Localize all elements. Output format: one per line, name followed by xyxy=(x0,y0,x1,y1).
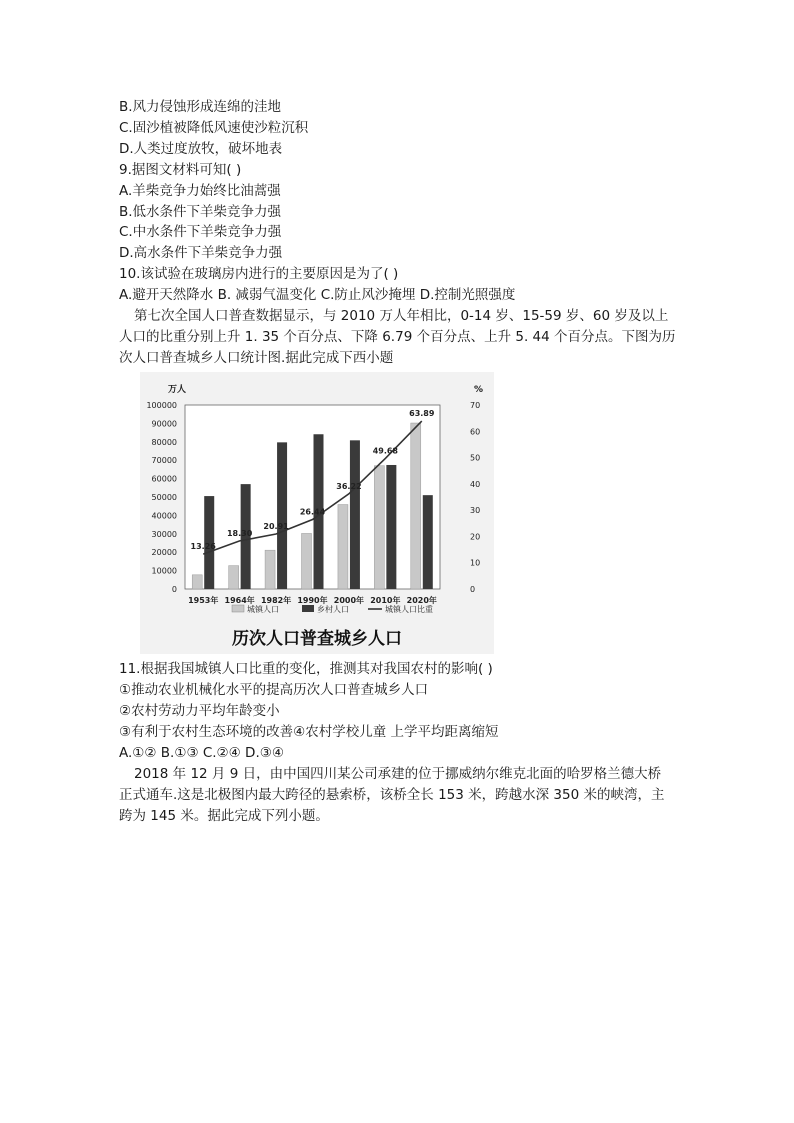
y-left-tick-label: 20000 xyxy=(151,548,177,558)
q11-statement-3-4: ③有利于农村生态环境的改善④农村学校儿童 上学平均距离缩短 xyxy=(119,724,499,740)
y-right-tick-label: 60 xyxy=(470,427,481,437)
y-left-tick-label: 60000 xyxy=(151,474,177,484)
question-10: 10.该试验在玻璃房内进行的主要原因是为了( ) xyxy=(119,266,399,282)
y-left-tick-label: 0 xyxy=(171,585,177,594)
x-tick-label: 2010年 xyxy=(370,596,401,605)
y-right-tick-label: 70 xyxy=(470,401,481,410)
x-tick-label: 1953年 xyxy=(188,596,219,605)
y-left-unit: 万人 xyxy=(168,385,187,395)
point-label: 26.44 xyxy=(299,507,326,517)
y-right-tick-label: 50 xyxy=(470,453,481,463)
passage-bridge-line2: 正式通车.这是北极图内最大跨径的悬索桥，该桥全长 153 米，跨越水深 350 米的峡湾，主 xyxy=(119,787,665,803)
option-c-q9: C.中水条件下羊柴竞争力强 xyxy=(119,224,282,240)
census-chart-svg xyxy=(140,372,494,622)
census-chart xyxy=(140,372,494,654)
y-right-tick-label: 10 xyxy=(470,558,481,568)
point-label: 36.22 xyxy=(336,481,362,491)
option-a-q9: A.羊柴竞争力始终比油蒿强 xyxy=(119,183,281,199)
y-left-tick-label: 10000 xyxy=(151,566,177,576)
legend-label-rural: 乡村人口 xyxy=(317,605,349,614)
passage-census-line2: 人口的比重分别上升 1. 35 个百分点、下降 6.79 个百分点、上升 5. 44 个百分点。下图为历 xyxy=(119,329,676,345)
passage-bridge-line1: 2018 年 12 月 9 日，由中国四川某公司承建的位于挪威纳尔维克北面的哈罗格兰德大桥 xyxy=(134,766,662,782)
legend-label-ratio: 城镇人口比重 xyxy=(385,605,433,614)
y-left-tick-label: 50000 xyxy=(151,493,177,502)
legend-label-urban: 城镇人口 xyxy=(247,605,279,614)
bar-urban-3 xyxy=(302,533,312,589)
y-left-tick-label: 100000 xyxy=(146,401,177,410)
option-c-q8: C.固沙植被降低风速使沙粒沉积 xyxy=(119,120,309,136)
option-d-q8: D.人类过度放牧，破坏地表 xyxy=(119,141,283,157)
bar-rural-5 xyxy=(386,465,396,589)
option-d-q9: D.高水条件下羊柴竞争力强 xyxy=(119,245,283,261)
y-left-tick-label: 90000 xyxy=(151,419,177,429)
plot-area xyxy=(185,405,440,589)
bar-rural-4 xyxy=(350,440,360,589)
bar-urban-4 xyxy=(338,505,348,589)
q11-statement-1: ①推动农业机械化水平的提高历次人口普查城乡人口 xyxy=(119,682,429,698)
y-right-tick-label: 0 xyxy=(470,585,476,594)
legend-swatch-urban xyxy=(232,605,244,612)
option-b-q8: B.风力侵蚀形成连绵的洼地 xyxy=(119,99,282,115)
bar-rural-6 xyxy=(423,495,433,589)
passage-census-line1: 第七次全国人口普查数据显示，与 2010 万人年相比，0-14 岁、15-59 岁、60 岁及以上 xyxy=(134,308,669,324)
y-right-tick-label: 30 xyxy=(470,506,481,516)
bar-urban-5 xyxy=(374,466,384,589)
y-left-tick-label: 70000 xyxy=(151,456,177,466)
option-b-q9: B.低水条件下羊柴竞争力强 xyxy=(119,204,282,220)
y-right-tick-label: 40 xyxy=(470,479,481,489)
bar-urban-0 xyxy=(192,575,202,589)
y-left-tick-label: 30000 xyxy=(151,529,177,539)
question-11: 11.根据我国城镇人口比重的变化，推测其对我国农村的影响( ) xyxy=(119,661,493,677)
y-left-tick-label: 40000 xyxy=(151,511,177,521)
x-tick-label: 1990年 xyxy=(297,596,328,605)
bar-urban-2 xyxy=(265,550,275,589)
bar-urban-6 xyxy=(411,423,421,589)
y-right-unit: % xyxy=(474,385,484,395)
q11-statement-2: ②农村劳动力平均年龄变小 xyxy=(119,703,280,719)
point-label: 18.30 xyxy=(226,528,253,538)
bar-urban-1 xyxy=(229,566,239,589)
point-label: 20.91 xyxy=(263,522,289,532)
x-tick-label: 1964年 xyxy=(224,596,255,605)
y-right-tick-label: 20 xyxy=(470,532,481,542)
y-left-tick-label: 80000 xyxy=(151,437,177,447)
options-q10: A.避开天然降水 B. 减弱气温变化 C.防止风沙掩埋 D.控制光照强度 xyxy=(119,287,516,303)
x-tick-label: 1982年 xyxy=(260,596,292,605)
question-9: 9.据图文材料可知( ) xyxy=(119,162,242,178)
bar-rural-2 xyxy=(277,442,287,589)
chart-title: 历次人口普查城乡人口 xyxy=(232,629,402,649)
passage-bridge-line3: 跨为 145 米。据此完成下列小题。 xyxy=(119,808,329,824)
x-tick-label: 2020年 xyxy=(406,596,437,605)
legend-swatch-rural xyxy=(302,605,314,612)
q11-options: A.①② B.①③ C.②④ D.③④ xyxy=(119,745,284,761)
x-tick-label: 2000年 xyxy=(333,596,365,605)
point-label: 13.26 xyxy=(190,542,216,552)
passage-census-line3: 次人口普查城乡人口统计图.据此完成下西小题 xyxy=(119,350,394,366)
point-label: 63.89 xyxy=(409,409,435,419)
point-label: 49.68 xyxy=(372,446,399,456)
